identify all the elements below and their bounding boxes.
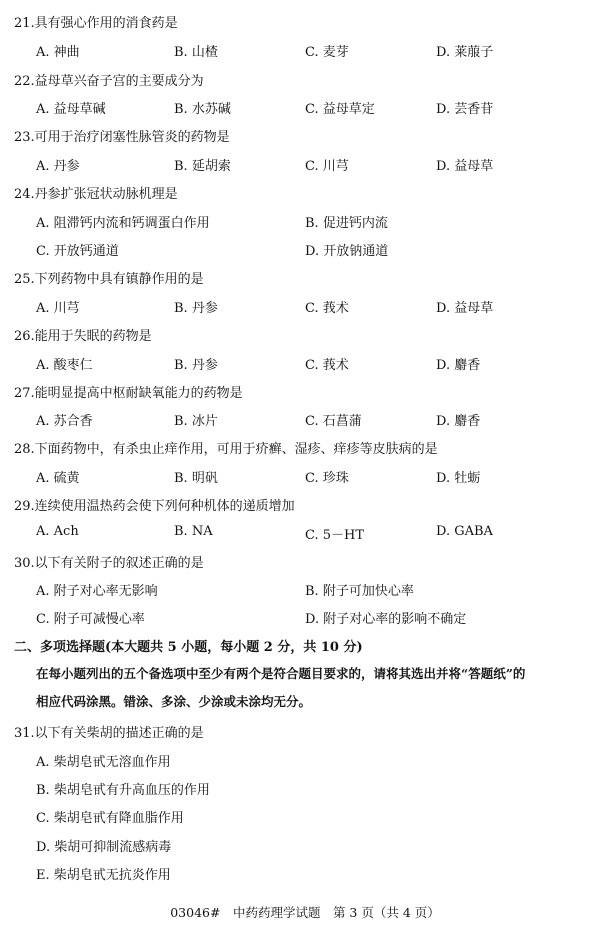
option-c: C. 开放钙通道 bbox=[36, 244, 119, 259]
question-29-stem: 29.连续使用温热药会使下列何种机体的递质增加 bbox=[14, 499, 295, 514]
option-a: A. Ach bbox=[36, 524, 79, 539]
option-c: C. 莪术 bbox=[305, 301, 349, 316]
option-d: D. 益母草 bbox=[436, 301, 494, 316]
question-30-stem: 30.以下有关附子的叙述正确的是 bbox=[14, 556, 204, 571]
option-b: B. 附子可加快心率 bbox=[305, 584, 414, 599]
question-28-options bbox=[0, 467, 610, 485]
option-a: A. 苏合香 bbox=[36, 414, 93, 429]
question-22-stem: 22.益母草兴奋子宫的主要成分为 bbox=[14, 74, 204, 89]
option-d: D. 麝香 bbox=[436, 414, 481, 429]
option-e: E. 柴胡皂甙无抗炎作用 bbox=[36, 868, 171, 883]
option-a: A. 益母草碱 bbox=[36, 102, 106, 117]
option-d: D. 牡蛎 bbox=[436, 471, 481, 486]
option-b: B. 水苏碱 bbox=[174, 102, 231, 117]
option-b: B. NA bbox=[174, 524, 213, 539]
option-b: B. 柴胡皂甙有升高血压的作用 bbox=[36, 783, 210, 798]
option-c: C. 附子可减慢心率 bbox=[36, 612, 145, 627]
option-a: A. 阻滞钙内流和钙调蛋白作用 bbox=[36, 216, 210, 231]
section-instruction-line1: 在每小题列出的五个备选项中至少有两个是符合题目要求的，请将其选出并将“答题纸”的 bbox=[36, 666, 526, 681]
question-24-stem: 24.丹参扩张冠状动脉机理是 bbox=[14, 187, 178, 202]
section-heading: 二、多项选择题(本大题共 5 小题，每小题 2 分，共 10 分) bbox=[14, 640, 363, 655]
option-a: A. 酸枣仁 bbox=[36, 358, 93, 373]
option-c: C. 川芎 bbox=[305, 159, 349, 174]
question-24-options-row2 bbox=[0, 240, 610, 258]
question-22-options bbox=[0, 98, 610, 116]
question-23-options bbox=[0, 155, 610, 173]
option-b: B. 促进钙内流 bbox=[305, 216, 388, 231]
question-25-options bbox=[0, 297, 610, 315]
question-31-stem: 31.以下有关柴胡的描述正确的是 bbox=[14, 726, 204, 741]
question-21-stem: 21.具有强心作用的消食药是 bbox=[14, 16, 178, 31]
option-d: D. GABA bbox=[436, 524, 493, 539]
option-d: D. 附子对心率的影响不确定 bbox=[305, 612, 467, 627]
question-27-stem: 27.能明显提高中枢耐缺氧能力的药物是 bbox=[14, 386, 243, 401]
section-instruction-line2: 相应代码涂黑。错涂、多涂、少涂或未涂均无分。 bbox=[36, 694, 312, 709]
option-a: A. 附子对心率无影响 bbox=[36, 584, 158, 599]
option-a: A. 硫黄 bbox=[36, 471, 80, 486]
option-a: A. 川芎 bbox=[36, 301, 80, 316]
question-30-options-row1 bbox=[0, 580, 610, 598]
option-b: B. 明矾 bbox=[174, 471, 218, 486]
option-c: C. 益母草定 bbox=[305, 102, 375, 117]
option-c: C. 柴胡皂甙有降血脂作用 bbox=[36, 811, 184, 826]
question-26-options bbox=[0, 354, 610, 372]
question-24-options-row1 bbox=[0, 212, 610, 230]
question-29-options bbox=[0, 524, 610, 542]
option-d: D. 益母草 bbox=[436, 159, 494, 174]
option-b: B. 丹参 bbox=[174, 301, 218, 316]
option-d: D. 柴胡可抑制流感病毒 bbox=[36, 840, 172, 855]
question-27-options bbox=[0, 410, 610, 428]
option-c: C. 麦芽 bbox=[305, 45, 349, 60]
option-a: A. 神曲 bbox=[36, 45, 80, 60]
option-a: A. 丹参 bbox=[36, 159, 80, 174]
option-b: B. 山楂 bbox=[174, 45, 218, 60]
option-c: C. 石菖蒲 bbox=[305, 414, 362, 429]
page-footer: 03046# 中药药理学试题 第 3 页（共 4 页） bbox=[170, 905, 440, 920]
option-d: D. 莱菔子 bbox=[436, 45, 494, 60]
option-b: B. 丹参 bbox=[174, 358, 218, 373]
question-28-stem: 28.下面药物中，有杀虫止痒作用，可用于疥癣、湿疹、痒疹等皮肤病的是 bbox=[14, 442, 438, 457]
option-b: B. 延胡索 bbox=[174, 159, 231, 174]
option-c: C. 珍珠 bbox=[305, 471, 349, 486]
option-d: D. 麝香 bbox=[436, 358, 481, 373]
option-c: C. 莪术 bbox=[305, 358, 349, 373]
question-26-stem: 26.能用于失眠的药物是 bbox=[14, 329, 152, 344]
question-30-options-row2 bbox=[0, 608, 610, 626]
option-d: D. 开放钠通道 bbox=[305, 244, 389, 259]
option-a: A. 柴胡皂甙无溶血作用 bbox=[36, 755, 171, 770]
option-b: B. 冰片 bbox=[174, 414, 218, 429]
question-21-options bbox=[0, 41, 610, 59]
option-c: C. 5－HT bbox=[305, 528, 365, 543]
question-25-stem: 25.下列药物中具有镇静作用的是 bbox=[14, 272, 204, 287]
question-23-stem: 23.可用于治疗闭塞性脉管炎的药物是 bbox=[14, 130, 230, 145]
option-d: D. 芸香苷 bbox=[436, 102, 494, 117]
